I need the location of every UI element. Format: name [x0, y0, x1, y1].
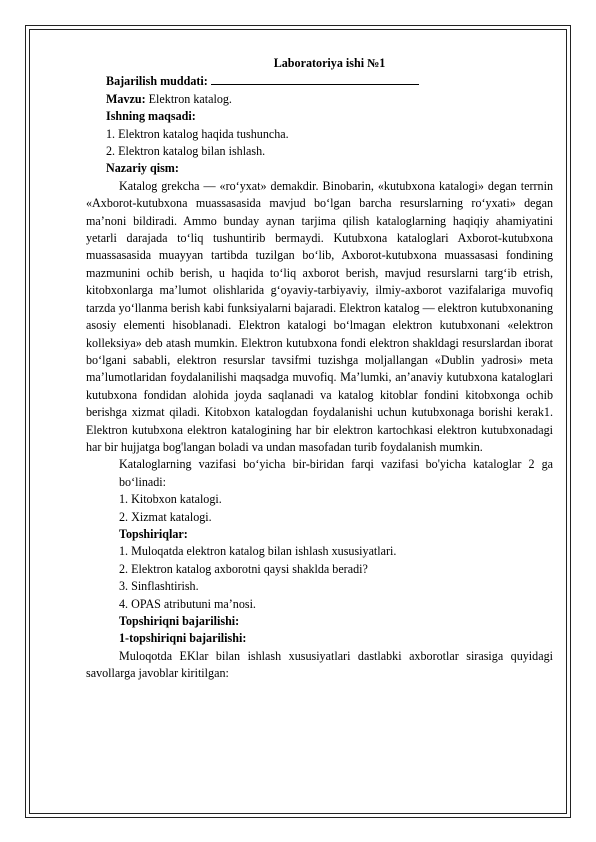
task-item: 3. Sinflashtirish. — [119, 579, 199, 594]
theory-paragraph: Katalog grekcha — «ro‘yxat» demakdir. Binobarin, «kutubxona katalogi» degan terrnin «Axborot-kutubxona muassasasida mavjud bo‘lgan barcha resurslarning ro‘yxati» degan ma’noni bildiradi. Ammo bunday aynan tarjima qilish kataloglarning haqiqiy ahamiyatini yetarli darajada to‘liq tushuntirib bermaydi. Kutubxona kataloglari Axborot-kutubxona muassasasida muayyan tartibda tuzilgan bo‘lib, Axborot-kutubxona muassasasi fondining mazmunini ochib berish, u haqida to‘liq axborot berish, mavjud resurslarni targ‘ib etrish, kitobxonlarga ma’lumot olishlarida g‘oyaviy-tarbiyaviy, ilmiy-axborot vazifalariga muvofiq tarzda yo‘llanma berish kabi funksiyalarni bajaradi. Elektron katalog — elektron kutubxonaning asosiy elementi hisoblanadi. Elektron katalogi bo‘lmagan elektron kutubxonani «elektron kolleksiya» deb atash mumkin. Elektron kutubxona fondi elektron shakldagi resurslardan iborat bo‘lgani sababli, elektron resurslar tavsifmi tuzishga moljallangan «Dublin yadrosi» meta ma’lumotlaridan foydalanilishi maqsadga muvofiq. Ma’lumki, an’anaviy kutubxona kataloglari kutubxona fondidan alohida joyda saqlanadi va katalog kitoblar fondini kitobxonga ochib berishga xizmat qiladi. Kitobxon katalogdan foydalanishi uchun kutubxonaga borishi kerak1. Elektron kutubxona elektron katalogining har bir elektron kartochkasi elektron kutubxonadagi har bir hujjatga bog'langan boladi va undan masofadan turib foydalanish mumkin. — [86, 178, 553, 454]
topic-line — [86, 91, 553, 108]
task1-paragraph: Muloqotda EKlar bilan ishlash xususiyatlari dastlabki axborotlar sirasiga quyidagi savollarga javoblar kiritilgan: — [86, 648, 553, 681]
topic-value: Elektron katalog. — [145, 91, 232, 106]
task-item: 1. Muloqatda elektron katalog bilan ishlash xususiyatlari. — [119, 544, 397, 559]
goal-item: 2. Elektron katalog bilan ishlash. — [106, 144, 266, 159]
task-item: 4. OPAS atributuni ma’nosi. — [119, 596, 256, 611]
topic-label: Mavzu: — [106, 91, 146, 106]
deadline-label: Bajarilish muddati: — [106, 74, 211, 89]
theory-label: Nazariy qism: — [106, 161, 179, 176]
document-body — [86, 55, 553, 683]
task1-label: 1-topshiriqni bajarilishi: — [119, 631, 247, 646]
catalog-type-item: 1. Kitobxon katalogi. — [119, 492, 222, 507]
catalog-types-paragraph: Kataloglarning vazifasi bo‘yicha bir-biridan farqi vazifasi bo'yicha kataloglar 2 ga bo‘linadi: — [119, 457, 553, 489]
deadline-blank — [211, 72, 419, 85]
goal-item: 1. Elektron katalog haqida tushuncha. — [106, 126, 289, 141]
tasks-label: Topshiriqlar: — [119, 526, 188, 541]
goal-label: Ishning maqsadi: — [106, 109, 196, 124]
deadline-line — [86, 72, 553, 90]
execution-label: Topshiriqni bajarilishi: — [119, 614, 240, 628]
page-title: Laboratoriya ishi №1 — [273, 56, 386, 70]
task-item: 2. Elektron katalog axborotni qaysi shaklda beradi? — [119, 561, 368, 576]
catalog-type-item: 2. Xizmat katalogi. — [119, 509, 212, 524]
